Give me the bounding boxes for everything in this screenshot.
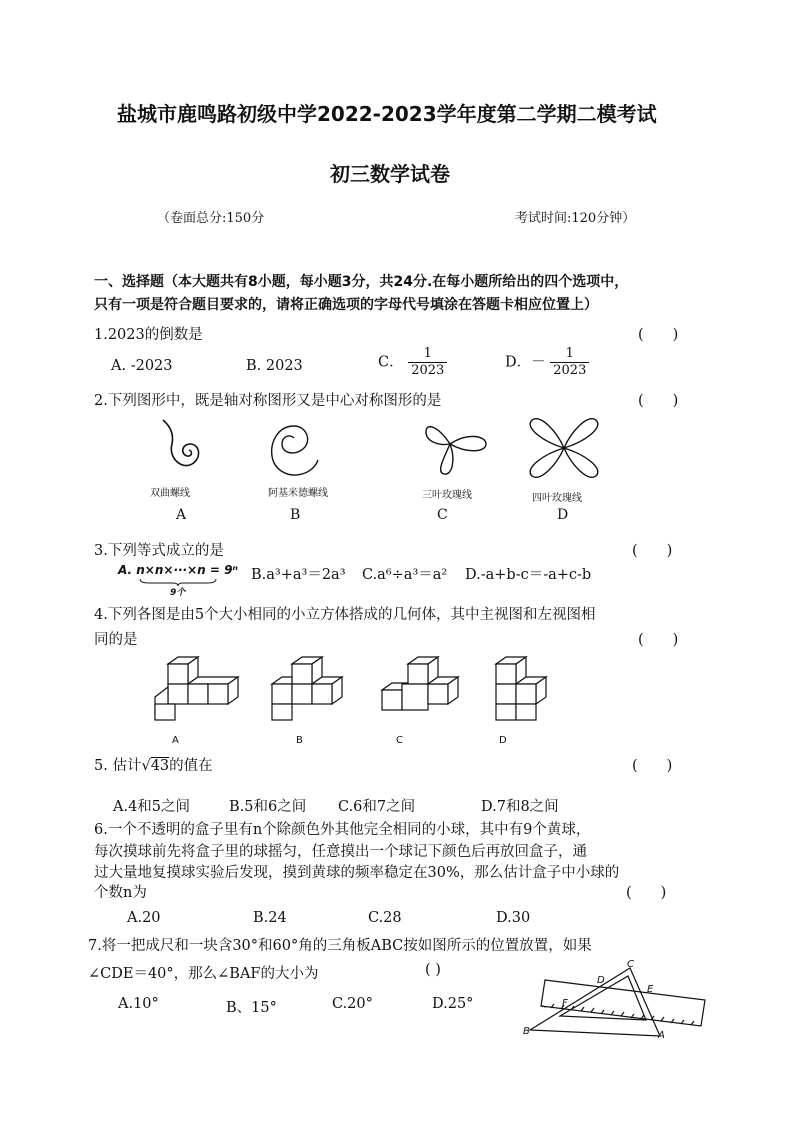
fig-label-f: F <box>562 998 568 1009</box>
q6-line4: 个数n为 <box>94 885 147 901</box>
q2-caption-c: 三叶玫瑰线 <box>422 490 472 501</box>
q2-caption-a: 双曲螺线 <box>150 488 190 499</box>
q7-option-d: D.25° <box>432 996 474 1012</box>
q4-stem-line1: 4.下列各图是由5个大小相同的小立方体搭成的几何体，其中主视图和左视图相 <box>94 607 596 623</box>
q2-answer-paren: ( ) <box>638 393 679 409</box>
hyperbolic-spiral-figure <box>160 418 210 480</box>
q7-line1: 7.将一把成尺和一块含30°和60°角的三角板ABC按如图所示的位置放置，如果 <box>88 938 592 954</box>
q2-stem: 2.下列图形中，既是轴对称图形又是中心对称图形的是 <box>94 393 442 409</box>
q4-letter-d: D <box>499 735 507 746</box>
q2-letter-b: B <box>290 507 301 523</box>
cube-figure-c <box>378 660 464 722</box>
archimedean-spiral-figure <box>266 424 326 480</box>
q5-option-d: D.7和8之间 <box>481 799 559 815</box>
q4-letter-a: A <box>172 735 179 746</box>
q5-option-c: C.6和7之间 <box>338 799 416 815</box>
cube-figure-d <box>488 660 560 722</box>
cube-figure-b <box>262 660 348 722</box>
q5-stem <box>94 754 213 775</box>
q6-answer-paren: ( ) <box>626 885 667 901</box>
q6-option-d: D.30 <box>496 910 531 926</box>
q1-c-denominator: 2023 <box>411 363 445 378</box>
q3-brace-label: 9个 <box>170 588 186 598</box>
fig-label-a: A <box>658 1030 665 1041</box>
four-leaf-rose-figure <box>526 410 602 486</box>
q3-option-c: C.a⁶÷a³＝a² <box>362 567 448 583</box>
q1-option-d-prefix: D．－ <box>505 354 546 371</box>
sqrt-symbol: √ <box>141 758 151 774</box>
q7-option-a: A.10° <box>118 996 159 1012</box>
q7-option-b: B、15° <box>226 1000 277 1016</box>
q4-answer-paren: ( ) <box>638 632 679 648</box>
q1-option-c-prefix: C． <box>378 354 404 371</box>
q1-option-d-fraction <box>550 346 589 379</box>
q5-stem-suffix: 的值在 <box>169 758 213 774</box>
exam-time: 考试时间:120分钟） <box>515 211 636 226</box>
q4-letter-c: C <box>396 735 403 746</box>
q3-option-a: A. n×n×···×n = 9ⁿ <box>118 563 238 577</box>
q4-stem-line2: 同的是 <box>94 632 138 648</box>
q4-letter-b: B <box>296 735 303 746</box>
fig-label-b: B <box>523 1026 530 1037</box>
q5-radicand: 43 <box>150 758 170 774</box>
total-score: （卷面总分:150分 <box>157 211 265 226</box>
q6-line2: 每次摸球前先将盒子里的球摇匀，任意摸出一个球记下颜色后再放回盒子，通 <box>94 844 587 860</box>
q2-letter-c: C <box>437 507 448 523</box>
q1-option-c-fraction <box>408 346 447 379</box>
q6-line1: 6.一个不透明的盒子里有n个除颜色外其他完全相同的小球，其中有9个黄球， <box>94 822 591 838</box>
q6-option-b: B.24 <box>253 910 287 926</box>
cube-figure-a <box>150 660 240 722</box>
q1-option-d <box>505 346 589 379</box>
q5-stem-prefix: 5. 估计 <box>94 758 142 774</box>
q7-line2: ∠CDE＝40°，那么∠BAF的大小为 <box>88 966 319 982</box>
q5-option-a: A.4和5之间 <box>113 799 191 815</box>
ruler-triangle-figure <box>520 960 710 1042</box>
q1-d-numerator: 1 <box>550 346 589 363</box>
q3-answer-paren: ( ) <box>632 543 673 559</box>
q5-option-b: B.5和6之间 <box>229 799 307 815</box>
q3-stem: 3.下列等式成立的是 <box>94 543 224 559</box>
q3-option-b: B.a³+a³＝2a³ <box>251 567 346 583</box>
q2-caption-d: 四叶玫瑰线 <box>532 493 582 504</box>
q1-option-a: A. -2023 <box>111 358 173 374</box>
section1-heading-line2: 只有一项是符合题目要求的，请将正确选项的字母代号填涂在答题卡相应位置上） <box>94 297 598 313</box>
q1-c-numerator: 1 <box>408 346 447 363</box>
q6-option-c: C.28 <box>368 910 402 926</box>
q1-answer-paren: ( ) <box>638 327 679 343</box>
q6-line3: 过大量地复摸球实验后发现，摸到黄球的频率稳定在30%，那么估计盒子中小球的 <box>94 865 620 881</box>
q2-letter-d: D <box>557 507 569 523</box>
q2-letter-a: A <box>176 507 187 523</box>
fig-label-e: E <box>647 984 654 995</box>
q1-stem: 1.2023的倒数是 <box>94 327 203 343</box>
q1-option-c <box>378 346 447 379</box>
q1-d-denominator: 2023 <box>553 363 587 378</box>
q2-caption-b: 阿基米德螺线 <box>268 488 328 499</box>
q3-option-d: D.-a+b-c＝-a+c-b <box>465 567 592 583</box>
three-leaf-rose-figure <box>420 410 492 478</box>
q7-answer-paren: ( ) <box>425 962 441 978</box>
q6-option-a: A.20 <box>127 910 161 926</box>
q7-option-c: C.20° <box>332 996 373 1012</box>
section1-heading-line1: 一、选择题（本大题共有8小题，每小题3分，共24分.在每小题所给出的四个选项中， <box>94 274 629 290</box>
q1-option-b: B. 2023 <box>246 358 303 374</box>
fig-label-d: D <box>597 975 605 986</box>
exam-title: 盐城市鹿鸣路初级中学2022-2023学年度第二学期二模考试 <box>117 102 657 126</box>
q5-answer-paren: ( ) <box>632 758 673 774</box>
fig-label-c: C <box>627 959 634 970</box>
exam-subtitle: 初三数学试卷 <box>330 162 450 186</box>
